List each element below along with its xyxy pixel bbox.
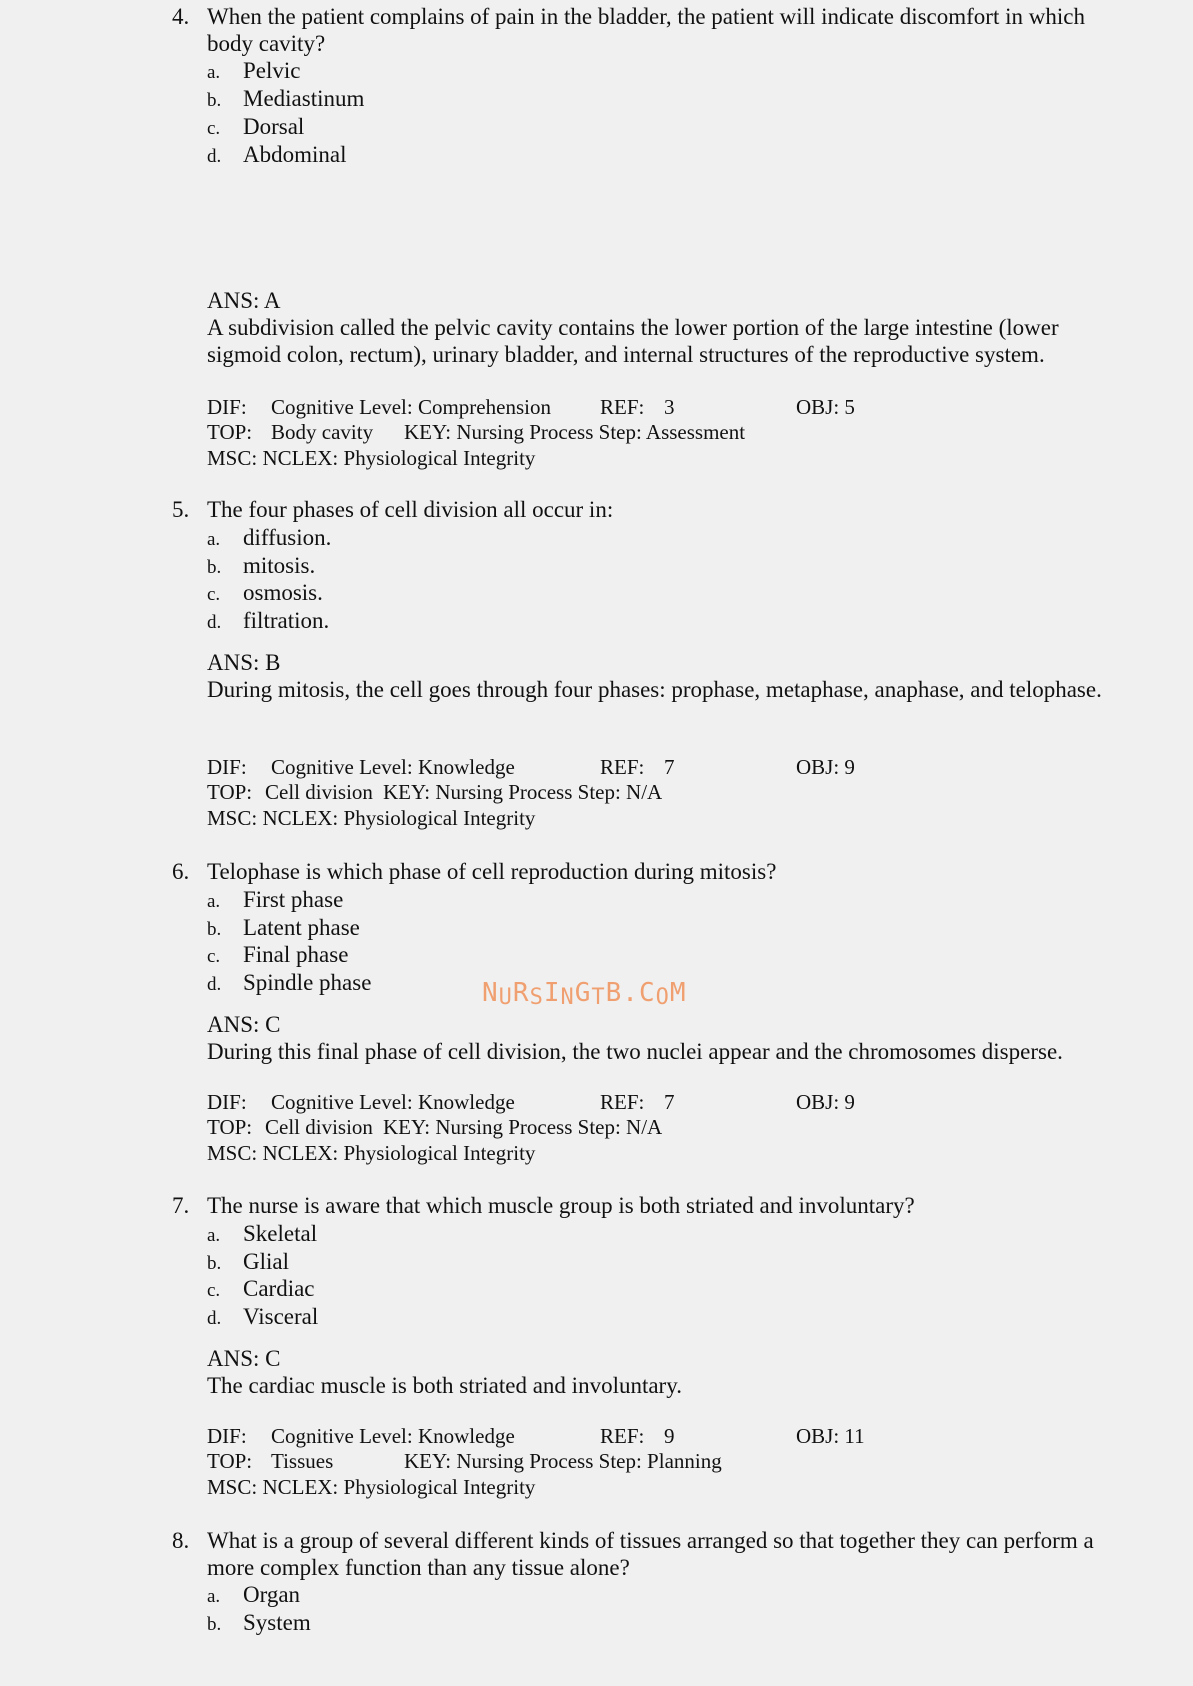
watermark-char: N xyxy=(482,978,499,1008)
meta-dif-row xyxy=(207,1090,1107,1115)
top-value: Tissues xyxy=(271,1449,334,1473)
option-a xyxy=(207,57,301,84)
meta-dif-row xyxy=(207,1424,1107,1449)
option-letter: c. xyxy=(207,118,221,139)
rationale: A subdivision called the pelvic cavity contains the lower portion of the large intestine (lower sigmoid colon, rectum), urinary bladder, and internal structures of the reproductive system. xyxy=(207,315,1059,367)
option-text: Cardiac xyxy=(243,1276,315,1301)
option-c xyxy=(207,941,348,968)
option-letter: b. xyxy=(207,557,222,578)
top-value: Cell division xyxy=(265,1115,373,1139)
watermark-char: B xyxy=(605,978,623,1008)
ref-label: REF: xyxy=(600,1424,645,1448)
option-d xyxy=(207,1303,318,1330)
option-letter: d. xyxy=(207,146,222,167)
question-stem: The nurse is aware that which muscle group is both striated and involuntary? xyxy=(207,1193,915,1218)
option-text: Final phase xyxy=(243,942,349,967)
option-b xyxy=(207,1609,311,1636)
question-stem: When the patient complains of pain in the bladder, the patient will indicate discomfort in which body cavity? xyxy=(207,4,1085,56)
dif-label: DIF: xyxy=(207,755,247,779)
question-number: 6. xyxy=(172,859,190,884)
top-label: TOP: xyxy=(207,1115,253,1139)
question-stem: What is a group of several different kinds of tissues arranged so that together they can perform a more complex function than any tissue alone? xyxy=(207,1528,1094,1580)
meta-top-row xyxy=(207,1115,1107,1140)
question-number: 7. xyxy=(172,1193,190,1218)
obj-value: OBJ: 9 xyxy=(796,1090,855,1114)
key-value: KEY: Nursing Process Step: N/A xyxy=(383,1115,663,1139)
dif-label: DIF: xyxy=(207,1424,247,1448)
answer: ANS: C xyxy=(207,1012,281,1037)
option-text: Visceral xyxy=(243,1304,319,1329)
option-letter: d. xyxy=(207,974,222,995)
option-letter: a. xyxy=(207,529,221,550)
option-a xyxy=(207,524,331,551)
option-c xyxy=(207,579,323,606)
option-letter: d. xyxy=(207,1308,222,1329)
option-text: Dorsal xyxy=(243,114,305,139)
watermark-char: T xyxy=(591,985,606,1010)
top-value: Body cavity xyxy=(271,420,374,444)
option-text: Mediastinum xyxy=(243,86,365,111)
meta-top-row xyxy=(207,420,1107,445)
obj-value: OBJ: 11 xyxy=(796,1424,865,1448)
option-d xyxy=(207,607,329,634)
key-value: KEY: Nursing Process Step: Planning xyxy=(404,1449,722,1473)
option-b xyxy=(207,1248,289,1275)
watermark-char: R xyxy=(512,978,530,1008)
watermark-char: O xyxy=(655,985,670,1010)
dif-label: DIF: xyxy=(207,1090,247,1114)
option-text: osmosis. xyxy=(243,580,323,605)
option-text: System xyxy=(243,1610,311,1635)
option-letter: c. xyxy=(207,946,221,967)
option-letter: b. xyxy=(207,1253,222,1274)
watermark-char: U xyxy=(498,985,513,1010)
obj-value: OBJ: 9 xyxy=(796,755,855,779)
ref-label: REF: xyxy=(600,1090,645,1114)
watermark xyxy=(482,978,687,1008)
dif-label: DIF: xyxy=(207,395,247,419)
answer: ANS: A xyxy=(207,288,281,313)
option-letter: c. xyxy=(207,584,221,605)
option-c xyxy=(207,1275,315,1302)
meta-dif-row xyxy=(207,395,1107,420)
option-text: Abdominal xyxy=(243,142,347,167)
rationale: The cardiac muscle is both striated and involuntary. xyxy=(207,1373,682,1398)
option-text: Latent phase xyxy=(243,915,360,940)
meta-dif-row xyxy=(207,755,1107,780)
option-d xyxy=(207,969,371,996)
option-text: Glial xyxy=(243,1249,289,1274)
top-label: TOP: xyxy=(207,780,253,804)
option-c xyxy=(207,113,304,140)
option-a xyxy=(207,1220,317,1247)
dif-value: Cognitive Level: Knowledge xyxy=(271,1424,515,1448)
dif-value: Cognitive Level: Comprehension xyxy=(271,395,551,419)
option-letter: b. xyxy=(207,919,222,940)
option-text: Organ xyxy=(243,1582,301,1607)
ref-value: 9 xyxy=(664,1424,675,1448)
option-text: filtration. xyxy=(243,608,330,633)
option-text: Skeletal xyxy=(243,1221,318,1246)
key-value: KEY: Nursing Process Step: Assessment xyxy=(404,420,746,444)
watermark-char: M xyxy=(669,978,687,1008)
watermark-char: S xyxy=(529,985,544,1010)
option-b xyxy=(207,85,364,112)
key-value: KEY: Nursing Process Step: N/A xyxy=(383,780,663,804)
question-number: 4. xyxy=(172,4,190,29)
top-label: TOP: xyxy=(207,1449,253,1473)
answer: ANS: B xyxy=(207,650,281,675)
option-letter: a. xyxy=(207,1586,221,1607)
answer: ANS: C xyxy=(207,1346,281,1371)
watermark-char: G xyxy=(574,978,592,1008)
option-letter: b. xyxy=(207,90,222,111)
ref-value: 7 xyxy=(664,755,675,779)
option-text: mitosis. xyxy=(243,553,316,578)
option-letter: b. xyxy=(207,1614,222,1635)
question-stem: Telophase is which phase of cell reproduction during mitosis? xyxy=(207,859,777,884)
msc-value: MSC: NCLEX: Physiological Integrity xyxy=(207,806,536,830)
watermark-char: C xyxy=(638,978,656,1008)
top-value: Cell division xyxy=(265,780,373,804)
option-letter: a. xyxy=(207,891,221,912)
question-number: 8. xyxy=(172,1528,190,1553)
ref-label: REF: xyxy=(600,395,645,419)
option-b xyxy=(207,552,315,579)
option-letter: a. xyxy=(207,1225,221,1246)
question-number: 5. xyxy=(172,497,190,522)
option-a xyxy=(207,1581,300,1608)
option-a xyxy=(207,886,343,913)
option-letter: d. xyxy=(207,612,222,633)
top-label: TOP: xyxy=(207,420,253,444)
option-text: diffusion. xyxy=(243,525,332,550)
dif-value: Cognitive Level: Knowledge xyxy=(271,1090,515,1114)
option-letter: a. xyxy=(207,62,221,83)
rationale: During this final phase of cell division, the two nuclei appear and the chromosomes disperse. xyxy=(207,1039,1063,1064)
meta-top-row xyxy=(207,780,1107,805)
option-text: First phase xyxy=(243,887,344,912)
option-letter: c. xyxy=(207,1280,221,1301)
rationale: During mitosis, the cell goes through four phases: prophase, metaphase, anaphase, and telophase. xyxy=(207,677,1102,702)
watermark-char: N xyxy=(560,985,575,1010)
ref-value: 3 xyxy=(664,395,675,419)
msc-value: MSC: NCLEX: Physiological Integrity xyxy=(207,1141,536,1165)
ref-value: 7 xyxy=(664,1090,675,1114)
dif-value: Cognitive Level: Knowledge xyxy=(271,755,515,779)
ref-label: REF: xyxy=(600,755,645,779)
msc-value: MSC: NCLEX: Physiological Integrity xyxy=(207,446,536,470)
option-b xyxy=(207,914,360,941)
obj-value: OBJ: 5 xyxy=(796,395,855,419)
msc-value: MSC: NCLEX: Physiological Integrity xyxy=(207,1475,536,1499)
option-text: Spindle phase xyxy=(243,970,372,995)
question-stem: The four phases of cell division all occur in: xyxy=(207,497,614,522)
meta-top-row xyxy=(207,1449,1107,1474)
watermark-char: I xyxy=(543,978,561,1008)
watermark-char: . xyxy=(622,978,639,1008)
option-d xyxy=(207,141,347,168)
option-text: Pelvic xyxy=(243,58,301,83)
